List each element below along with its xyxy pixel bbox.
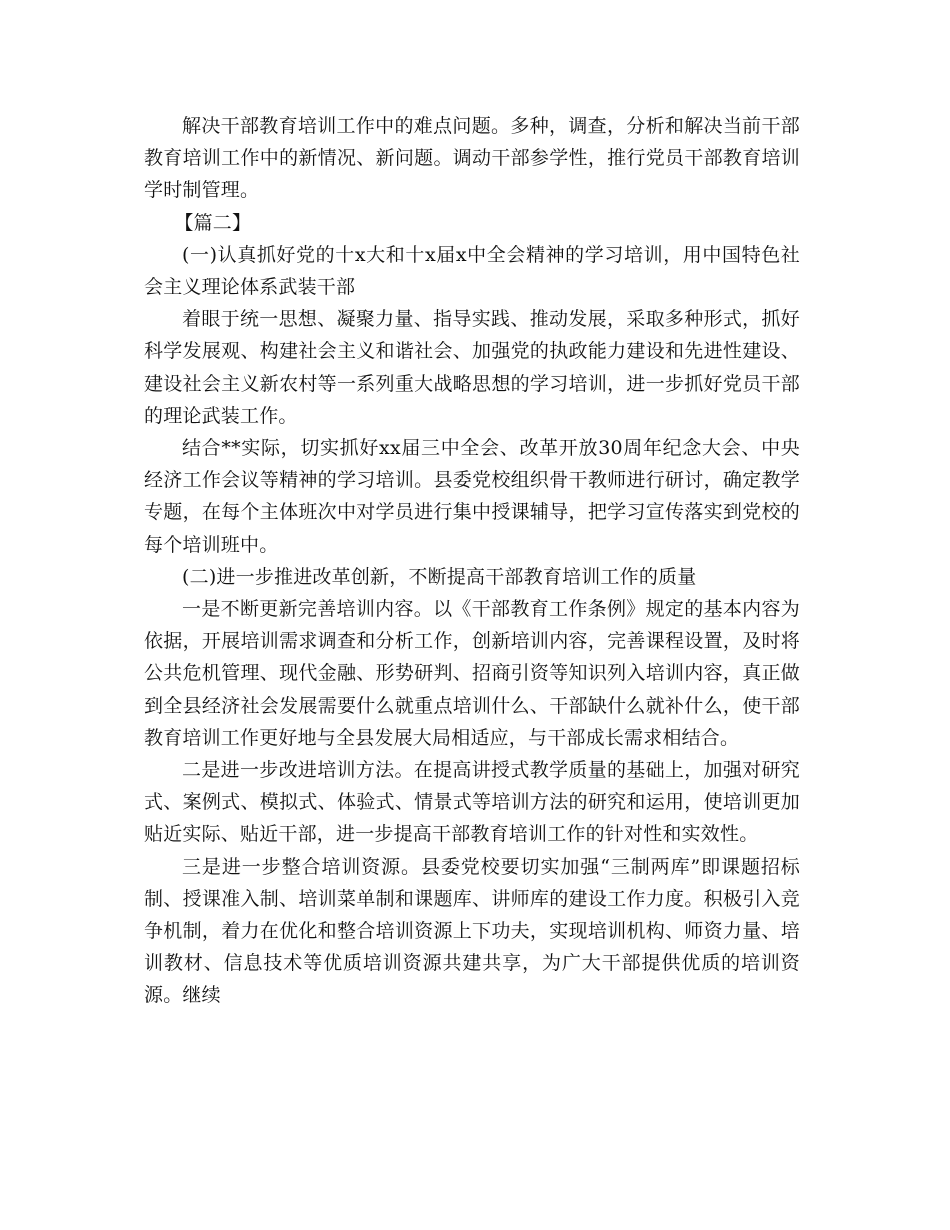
subheading-two: (二)进一步推进改革创新，不断提高干部教育培训工作的质量 (182, 565, 697, 588)
document-body (144, 110, 800, 1012)
paragraph-point-two: 二是进一步改进培训方法。在提高讲授式教学质量的基础上，加强对研究式、案例式、模拟式、体验式、情景式等培训方法的研究和运用，使培训更加贴近实际、贴近干部，进一步提高干部教育培训工作的针对性和实效性。 (144, 759, 800, 846)
paragraph-point-three: 三是进一步整合培训资源。县委党校要切实加强“三制两库”即课题招标制、授课准入制、培训菜单制和课题库、讲师库的建设工作力度。积极引入竞争机制，着力在优化和整合培训资源上下功夫，实现培训机构、师资力量、培训教材、信息技术等优质培训资源共建共享，为广大干部提供优质的培训资源。继续 (144, 855, 800, 1007)
subheading-one: (一)认真抓好党的十x大和十x届x中全会精神的学习培训，用中国特色社会主义理论体系武装干部 (144, 243, 800, 299)
paragraph-combine: 结合**实际，切实抓好xx届三中全会、改革开放30周年纪念大会、中央经济工作会议等精神的学习培训。县委党校组织骨干教师进行研讨，确定教学专题，在每个主体班次中对学员进行集中授课辅导，把学习宣传落实到党校的每个培训班中。 (144, 437, 800, 556)
section-heading-part-two: 【篇二】 (174, 211, 252, 234)
paragraph-focus: 着眼于统一思想、凝聚力量、指导实践、推动发展，采取多种形式，抓好科学发展观、构建社会主义和谐社会、加强党的执政能力建设和先进性建设、建设社会主义新农村等一系列重大战略思想的学习培训，进一步抓好党员干部的理论武装工作。 (144, 308, 800, 427)
paragraph-intro: 解决干部教育培训工作中的难点问题。多种，调查，分析和解决当前干部教育培训工作中的新情况、新问题。调动干部参学性，推行党员干部教育培训学时制管理。 (144, 115, 800, 202)
paragraph-point-one: 一是不断更新完善培训内容。以《干部教育工作条例》规定的基本内容为依据，开展培训需求调查和分析工作，创新培训内容，完善课程设置，及时将公共危机管理、现代金融、形势研判、招商引资等知识列入培训内容，真正做到全县经济社会发展需要什么就重点培训什么、干部缺什么就补什么，使干部教育培训工作更好地与全县发展大局相适应，与干部成长需求相结合。 (144, 598, 800, 749)
